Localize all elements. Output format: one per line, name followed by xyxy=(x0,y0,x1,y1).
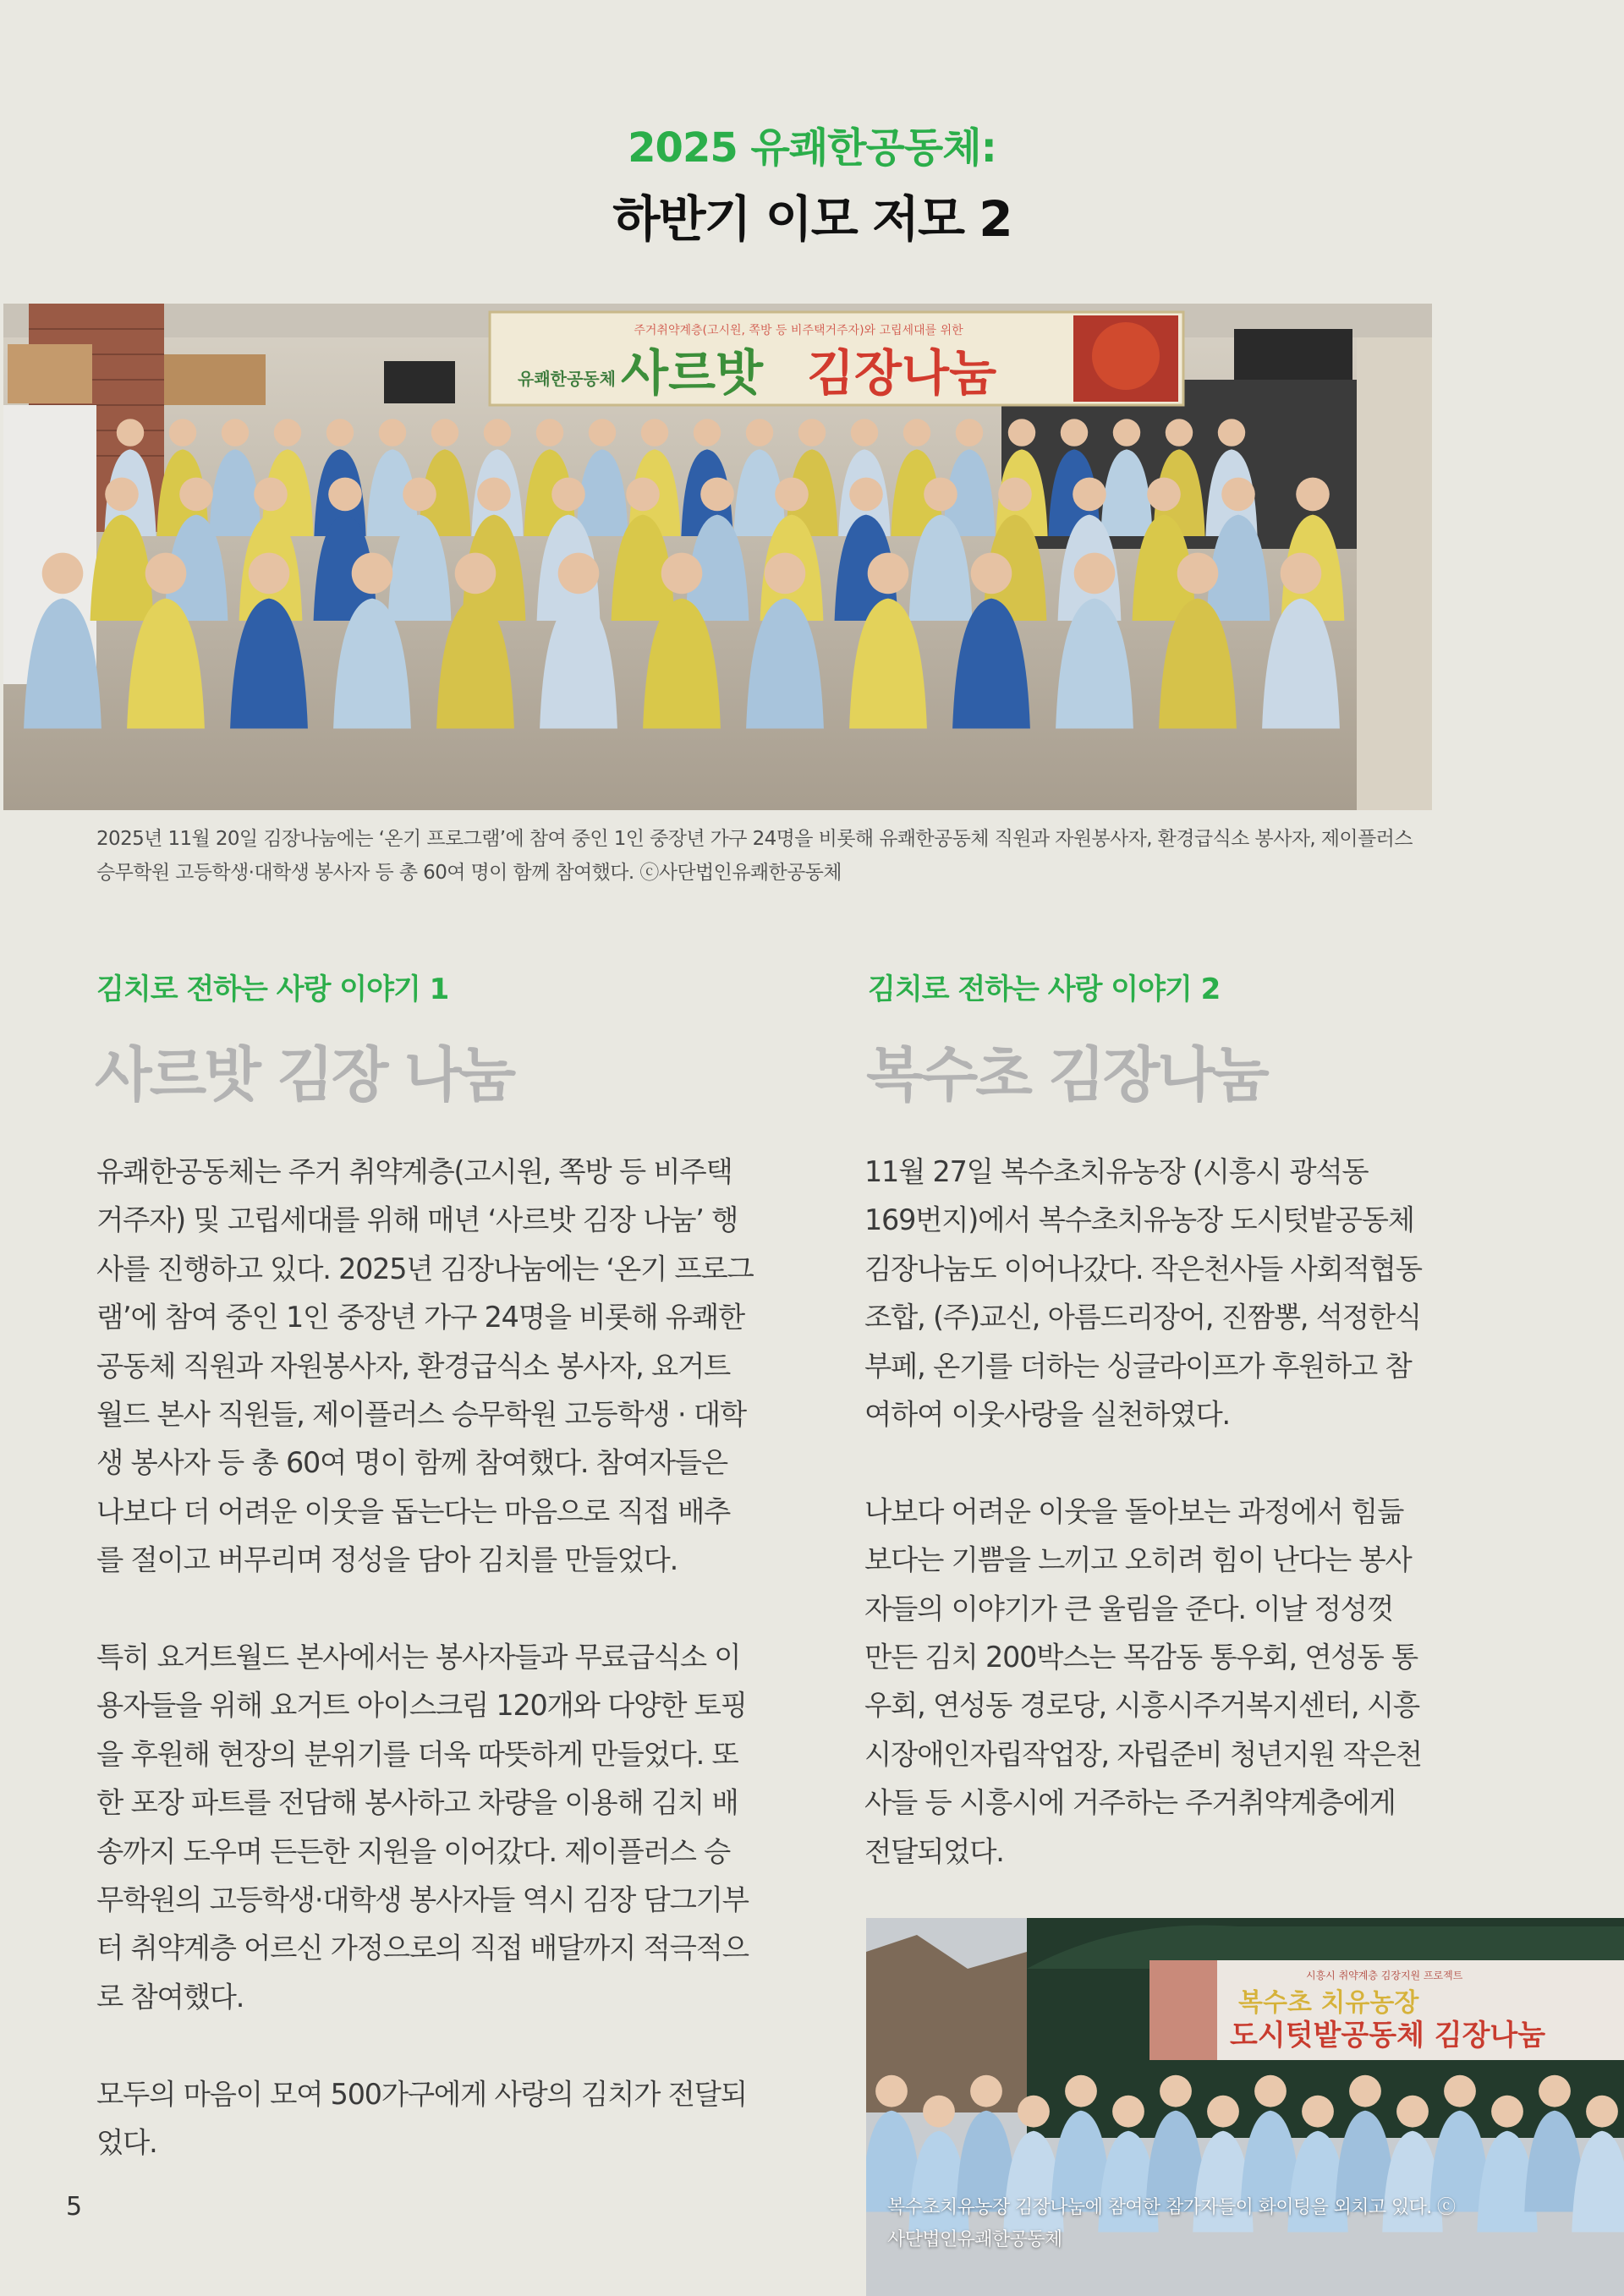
page-number: 5 xyxy=(66,2192,83,2222)
story-2-paragraph: 11월 27일 복수초치유농장 (시흥시 광석동 169번지)에서 복수초치유농장 도시텃밭공동체 김장나눔도 이어나갔다. 작은천사들 사회적협동조합, (주)교신, 아름드리장어, 진짬뽕, 석정한식부페, 온기를 더하는 싱글라이프가 후원하고 참여하여 이웃사랑을 실천하였다. xyxy=(864,1155,1422,1432)
farm-banner-main-2: 도시텃밭공동체 김장나눔 xyxy=(1230,2019,1546,2052)
person-head xyxy=(551,478,585,512)
section-kicker: 2025 유쾌한공동체: xyxy=(628,124,996,172)
hero-photo xyxy=(3,304,1432,810)
person-head xyxy=(1218,419,1245,446)
person-head xyxy=(1160,2075,1192,2107)
person-head xyxy=(849,478,883,512)
farm-banner-main-1: 복수초 치유농장 xyxy=(1238,1988,1419,2018)
person-head xyxy=(1074,553,1116,595)
person-head xyxy=(956,419,983,446)
person-head xyxy=(798,419,826,446)
person-head xyxy=(1221,478,1255,512)
person-head xyxy=(1539,2075,1571,2107)
story-1-paragraph: 모두의 마음이 모여 500가구에게 사랑의 김치가 전달되었다. xyxy=(96,2077,747,2160)
person-head xyxy=(1296,478,1330,512)
hero-banner xyxy=(490,312,1183,405)
person-head xyxy=(971,553,1012,595)
person-head xyxy=(589,419,616,446)
hero-caption: 2025년 11월 20일 김장나눔에는 ‘온기 프로그램’에 참여 중인 1인 중장년 가구 24명을 비롯해 유쾌한공동체 직원과 자원봉사자, 환경급식소 봉사자, 제이플러스 승무학원 고등학생·대학생 봉사자 등 총 60여 명이 함께 참여했다. ⓒ사단법인유쾌한공동체 xyxy=(96,828,1413,884)
person-head xyxy=(477,478,511,512)
person-head xyxy=(626,478,660,512)
story-1-heading: 사르밧 김장 나눔 xyxy=(95,1040,514,1110)
story-1-body xyxy=(96,1148,754,2167)
person-head xyxy=(923,2096,955,2128)
story-1-paragraph: 특히 요거트월드 본사에서는 봉사자들과 무료급식소 이용자들을 위해 요거트 아이스크림 120개와 다양한 토핑을 후원해 현장의 분위기를 더욱 따뜻하게 만들었다. 또한 포장 파트를 전담해 봉사하고 차량을 이용해 김치 배송까지 도우며 든든한 지원을 이어갔다. 제이플러스 승무학원의 고등학생·대학생 봉사자들 역시 김장 담그기부터 취약계층 어르신 가정으로의 직접 배달까지 적극적으로 참여했다. xyxy=(96,1641,749,2014)
person-head xyxy=(105,478,139,512)
person-head xyxy=(403,478,436,512)
person-head xyxy=(379,419,406,446)
hero-banner-small: 주거취약계층(고시원, 쪽방 등 비주택거주자)와 고립세대를 위한 xyxy=(634,324,963,337)
hero-banner-main-2: 김장나눔 xyxy=(807,344,997,402)
person-head xyxy=(1166,419,1193,446)
person-head xyxy=(1112,2096,1144,2128)
person-head xyxy=(875,2075,908,2107)
person-head xyxy=(1207,2096,1239,2128)
page-title: 하반기 이모 저모 2 xyxy=(612,190,1012,248)
person-head xyxy=(661,553,703,595)
person-head xyxy=(851,419,878,446)
person-head xyxy=(1281,553,1322,595)
story-1-eyebrow: 김치로 전하는 사랑 이야기 1 xyxy=(96,973,449,1006)
person-head xyxy=(1061,419,1088,446)
person-head xyxy=(222,419,249,446)
person-head xyxy=(1396,2096,1429,2128)
person-head xyxy=(1491,2096,1523,2128)
person-head xyxy=(558,553,600,595)
story-2-heading: 복수초 김장나눔 xyxy=(866,1040,1267,1110)
story-1-paragraph: 유쾌한공동체는 주거 취약계층(고시원, 쪽방 등 비주택거주자) 및 고립세대를 위해 매년 ‘사르밧 김장 나눔’ 행사를 진행하고 있다. 2025년 김장나눔에는 ‘온기 프로그램’에 참여 중인 1인 중장년 가구 24명을 비롯해 유쾌한공동체 직원과 자원봉사자, 환경급식소 봉사자, 요거트월드 본사 직원들, 제이플러스 승무학원 고등학생 · 대학생 봉사자 등 총 60여 명이 함께 참여했다. 참여자들은 나보다 더 어려운 이웃을 돕는다는 마음으로 직접 배추를 절이고 버무리며 정성을 담아 김치를 만들었다. xyxy=(96,1155,754,1577)
story-2-paragraph: 나보다 어려운 이웃을 돌아보는 과정에서 힘듦보다는 기쁨을 느끼고 오히려 힘이 난다는 봉사자들의 이야기가 큰 울림을 준다. 이날 정성껏 만든 김치 200박스는 목감동 통우회, 연성동 통우회, 연성동 경로당, 시흥시주거복지센터, 시흥시장애인자립작업장, 자립준비 청년지원 작은천사들 등 시흥시에 거주하는 주거취약계층에게 전달되었다. xyxy=(864,1494,1422,1868)
person-head xyxy=(352,553,393,595)
person-head xyxy=(694,419,721,446)
person-head xyxy=(1073,478,1106,512)
hero-banner-org: 유쾌한공동체 xyxy=(518,369,616,389)
story-2-eyebrow: 김치로 전하는 사랑 이야기 2 xyxy=(868,973,1221,1006)
person-head xyxy=(42,553,84,595)
person-head xyxy=(169,419,196,446)
person-head xyxy=(1008,419,1035,446)
story-2-body xyxy=(864,1148,1426,1876)
person-head xyxy=(746,419,773,446)
farm-photo-caption: 복수초치유농장 김장나눔에 참여한 참가자들이 화이팅을 외치고 있다. ⓒ사단법인유쾌한공동체 xyxy=(887,2197,1456,2250)
person-head xyxy=(179,478,213,512)
person-head xyxy=(1177,553,1219,595)
person-head xyxy=(998,478,1032,512)
person-head xyxy=(868,553,909,595)
farm-banner xyxy=(1149,1960,1624,2060)
person-head xyxy=(903,419,930,446)
farm-banner-small: 시흥시 취약계층 김장지원 프로젝트 xyxy=(1306,1970,1463,1981)
person-head xyxy=(274,419,301,446)
person-head xyxy=(765,553,806,595)
person-head xyxy=(1586,2096,1618,2128)
person-head xyxy=(1147,478,1181,512)
person-head xyxy=(431,419,458,446)
person-head xyxy=(145,553,187,595)
person-head xyxy=(1302,2096,1334,2128)
person-head xyxy=(1254,2075,1287,2107)
person-head xyxy=(700,478,734,512)
person-head xyxy=(328,478,362,512)
person-head xyxy=(536,419,563,446)
person-head xyxy=(117,419,144,446)
person-head xyxy=(924,478,957,512)
person-head xyxy=(1018,2096,1050,2128)
person-head xyxy=(254,478,288,512)
hero-banner-main-1: 사르밧 xyxy=(621,344,764,402)
person-head xyxy=(1065,2075,1097,2107)
person-head xyxy=(1113,419,1140,446)
person-head xyxy=(1444,2075,1476,2107)
person-head xyxy=(484,419,511,446)
person-head xyxy=(775,478,809,512)
person-head xyxy=(1349,2075,1381,2107)
person-head xyxy=(249,553,290,595)
person-head xyxy=(970,2075,1002,2107)
person-head xyxy=(455,553,497,595)
person-head xyxy=(326,419,354,446)
person-head xyxy=(641,419,668,446)
